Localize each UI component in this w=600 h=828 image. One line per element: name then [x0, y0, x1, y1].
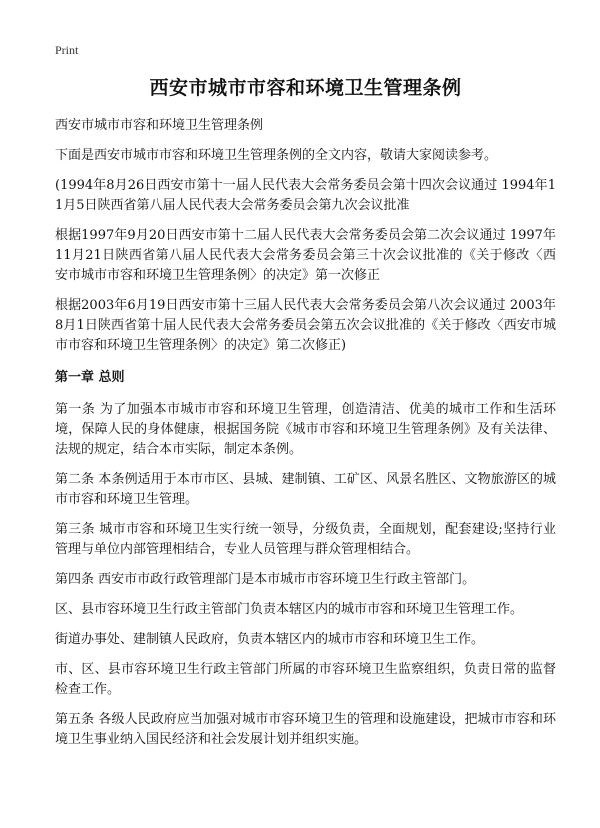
history-paragraph: 根据2003年6月19日西安市第十三届人民代表大会常务委员会第八次会议通过 2003年8月1日陕西省第十届人民代表大会常务委员会第五次会议批准的《关于修改〈西安市城市市容和环境卫生管理条例〉的决定》第二次修正) [55, 298, 556, 353]
intro-paragraph: 下面是西安市城市市容和环境卫生管理条例的全文内容，敬请大家阅读参考。 [55, 148, 498, 163]
article-paragraph: 第一条 为了加强本市城市市容和环境卫生管理，创造清洁、优美的城市工作和生活环境，保障人民的身体健康，根据国务院《城市市容和环境卫生管理条例》及有关法律、法规的规定，结合本市实际，制定本条例。 [55, 402, 556, 457]
article-paragraph: 第四条 西安市市政行政管理部门是本市城市市容环境卫生行政主管部门。 [55, 572, 476, 587]
document-title: 西安市城市市容和环境卫生管理条例 [149, 77, 462, 99]
article-paragraph: 街道办事处、建制镇人民政府，负责本辖区内的城市市容和环境卫生工作。 [55, 632, 485, 647]
article-paragraph: 区、县市容环境卫生行政主管部门负责本辖区内的城市市容和环境卫生管理工作。 [55, 602, 524, 617]
history-paragraph: 根据1997年9月20日西安市第十二届人民代表大会常务委员会第二次会议通过 1997年11月21日陕西省第八届人民代表大会常务委员会第三十次会议批准的《关于修改〈西安市城市市容和环境卫生管理条例〉的决定》第一次修正 [55, 228, 556, 283]
document-subtitle: 西安市城市市容和环境卫生管理条例 [55, 118, 264, 133]
chapter-heading: 第一章 总则 [55, 370, 125, 385]
article-paragraph: 第五条 各级人民政府应当加强对城市市容环境卫生的管理和设施建设，把城市市容和环境卫生事业纳入国民经济和社会发展计划并组织实施。 [55, 712, 556, 747]
article-paragraph: 第二条 本条例适用于本市市区、县城、建制镇、工矿区、风景名胜区、文物旅游区的城市市容和环境卫生管理。 [55, 472, 556, 507]
print-link[interactable]: Print [55, 43, 79, 57]
article-paragraph: 市、区、县市容环境卫生行政主管部门所属的市容环境卫生监察组织，负责日常的监督检查工作。 [55, 662, 556, 697]
history-paragraph: (1994年8月26日西安市第十一届人民代表大会常务委员会第十四次会议通过 1994年11月5日陕西省第八届人民代表大会常务委员会第九次会议批准 [55, 178, 556, 213]
article-paragraph: 第三条 城市市容和环境卫生实行统一领导，分级负责，全面规划，配套建设;坚持行业管理与单位内部管理相结合，专业人员管理与群众管理相结合。 [55, 522, 556, 557]
